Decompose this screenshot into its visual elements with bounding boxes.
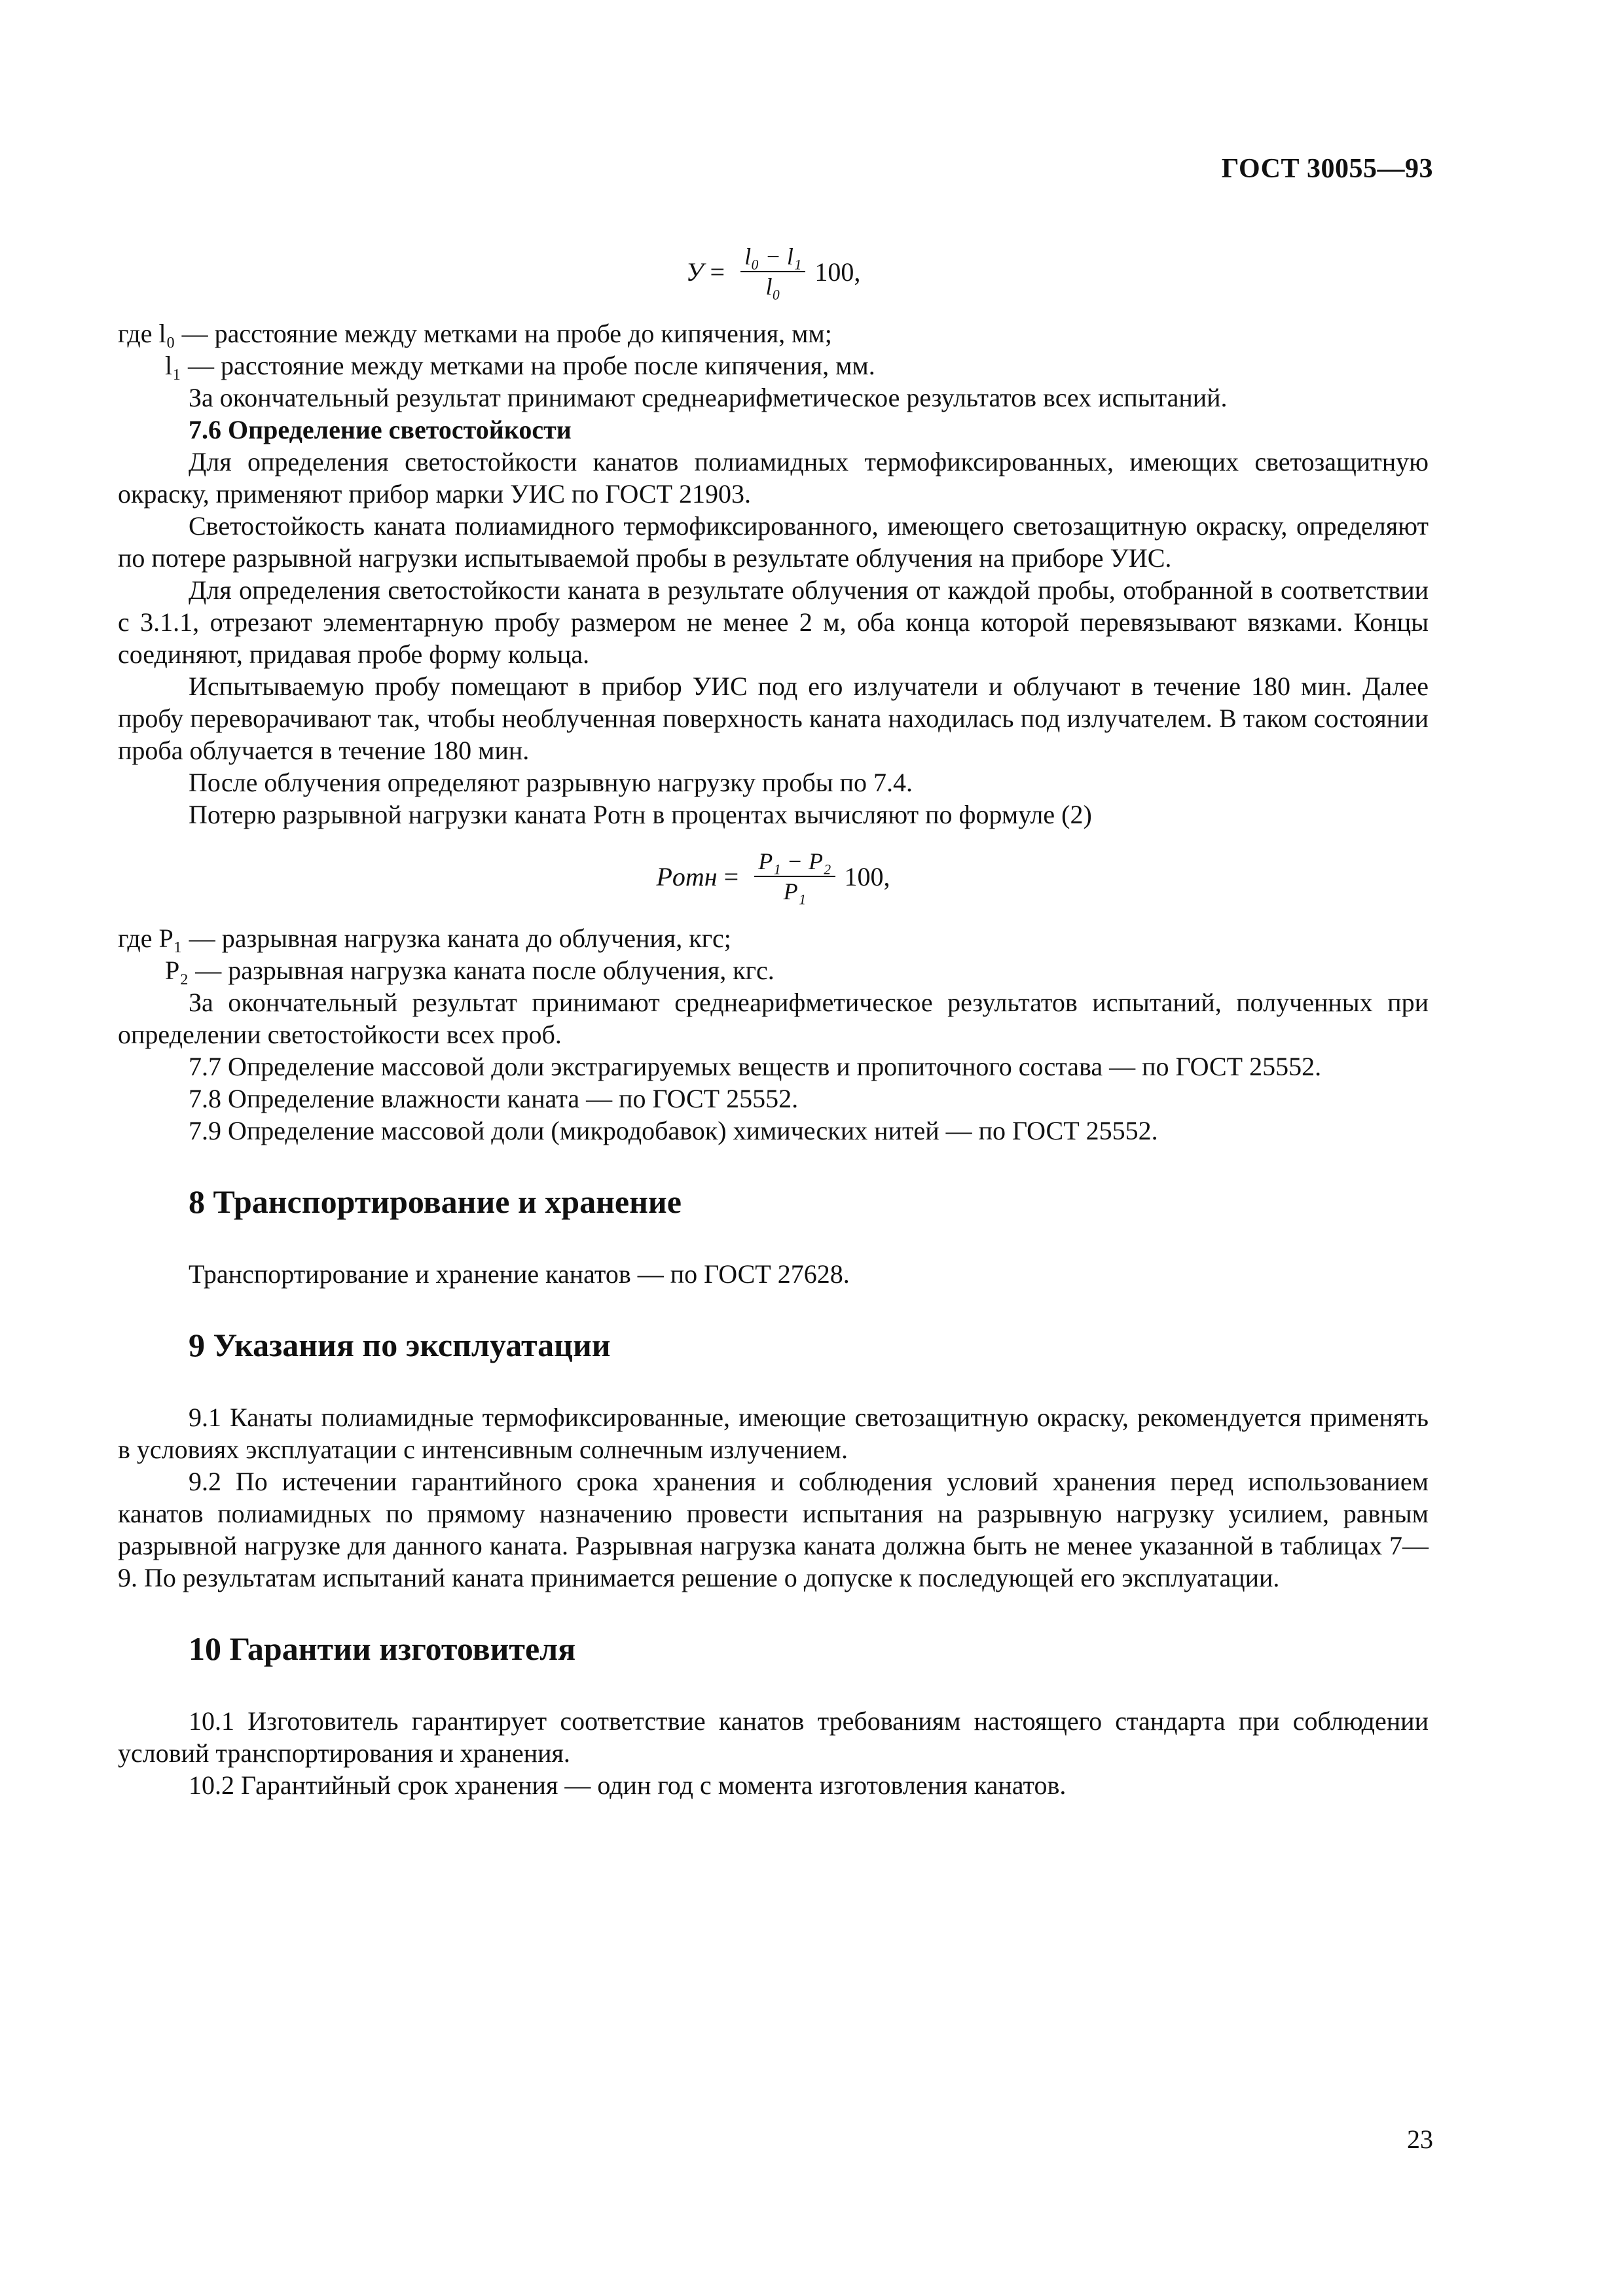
formula-numerator: P₁ − P₂	[754, 847, 835, 877]
paragraph: После облучения определяют разрывную нагрузку пробы по 7.4.	[189, 768, 913, 797]
paragraph: За окончательный результат принимают среднеарифметическое результатов всех испытаний.	[189, 383, 1228, 412]
subsection-heading: 7.6 Определение светостойкости	[189, 415, 572, 444]
formula-fraction	[740, 242, 805, 301]
document-header: ГОСТ 30055—93	[1221, 154, 1433, 184]
formula-numerator: l₀ − l₁	[740, 242, 805, 272]
formula-light-loss	[118, 831, 1429, 922]
paragraph: Испытываемую пробу помещают в прибор УИС под его излучатели и облучают в течение 180 мин. Далее пробу переворачивают так, чтобы необлученная поверхность каната находилась под излучателем. В таком состоянии проба облучается в течение 180 мин.	[118, 672, 1429, 765]
where-line: l₁ — расстояние между метками на пробе после кипячения, мм.	[165, 351, 875, 380]
paragraph: 9.1 Канаты полиамидные термофиксированные, имеющие светозащитную окраску, рекомендуется применять в условиях эксплуатации с интенсивным солнечным излучением.	[118, 1403, 1429, 1464]
paragraph: Потерю разрывной нагрузки каната Pотн в процентах вычисляют по формуле (2)	[189, 800, 1092, 829]
paragraph: Для определения светостойкости каната в результате облучения от каждой пробы, отобранной в соответствии с 3.1.1, отрезают элементарную пробу размером не менее 2 м, оба конца которой перевязывают вязками. Концы соединяют, придавая пробе форму кольца.	[118, 575, 1429, 669]
paragraph: 10.1 Изготовитель гарантирует соответствие канатов требованиям настоящего стандарта при соблюдении условий транспортирования и хранения.	[118, 1706, 1429, 1768]
formula-tail: 100,	[844, 861, 890, 891]
section-heading-9: 9 Указания по эксплуатации	[189, 1327, 611, 1363]
paragraph: 7.8 Определение влажности каната — по ГОСТ 25552.	[189, 1084, 799, 1113]
where-line: где P₁ — разрывная нагрузка каната до облучения, кгс;	[118, 924, 731, 953]
paragraph: 7.9 Определение массовой доли (микродобавок) химических нитей — по ГОСТ 25552.	[189, 1116, 1158, 1145]
paragraph: Для определения светостойкости канатов полиамидных термофиксированных, имеющих светозащитную окраску, применяют прибор марки УИС по ГОСТ 21903.	[118, 447, 1429, 509]
formula-lhs: У	[685, 257, 704, 287]
where-line: где l₀ — расстояние между метками на пробе до кипячения, мм;	[118, 319, 832, 348]
formula-lhs: Pотн	[656, 861, 718, 891]
section-heading-8: 8 Транспортирование и хранение	[189, 1183, 682, 1220]
formula-equals: =	[703, 257, 732, 287]
formula-equals: =	[717, 861, 746, 891]
formula-shrinkage	[118, 226, 1429, 317]
section-heading-10: 10 Гарантии изготовителя	[189, 1630, 576, 1667]
formula-tail: 100,	[814, 257, 861, 287]
formula-denominator: P₁	[783, 878, 807, 905]
formula-denominator: l₀	[765, 274, 780, 300]
paragraph: 10.2 Гарантийный срок хранения — один год с момента изготовления канатов.	[189, 1770, 1067, 1800]
page-number: 23	[1407, 2125, 1433, 2154]
where-line: P₂ — разрывная нагрузка каната после облучения, кгс.	[165, 956, 775, 985]
paragraph: Светостойкость каната полиамидного термофиксированного, имеющего светозащитную окраску, определяют по потере разрывной нагрузки испытываемой пробы в результате облучения на приборе УИС.	[118, 511, 1429, 573]
paragraph: 9.2 По истечении гарантийного срока хранения и соблюдения условий хранения перед использованием канатов полиамидных по прямому назначению провести испытания на разрывную нагрузку усилием, равным разрывной нагрузке для данного каната. Разрывная нагрузка каната должна быть не менее указанной в таблицах 7—9. По результатам испытаний каната принимается решение о допуске к последующей его эксплуатации.	[118, 1467, 1429, 1592]
formula-fraction	[754, 847, 835, 906]
document-body	[118, 226, 1429, 1801]
paragraph: Транспортирование и хранение канатов — по ГОСТ 27628.	[189, 1259, 850, 1289]
paragraph: За окончательный результат принимают среднеарифметическое результатов испытаний, полученных при определении светостойкости всех проб.	[118, 988, 1429, 1049]
paragraph: 7.7 Определение массовой доли экстрагируемых веществ и пропиточного состава — по ГОСТ 25552.	[189, 1052, 1322, 1081]
